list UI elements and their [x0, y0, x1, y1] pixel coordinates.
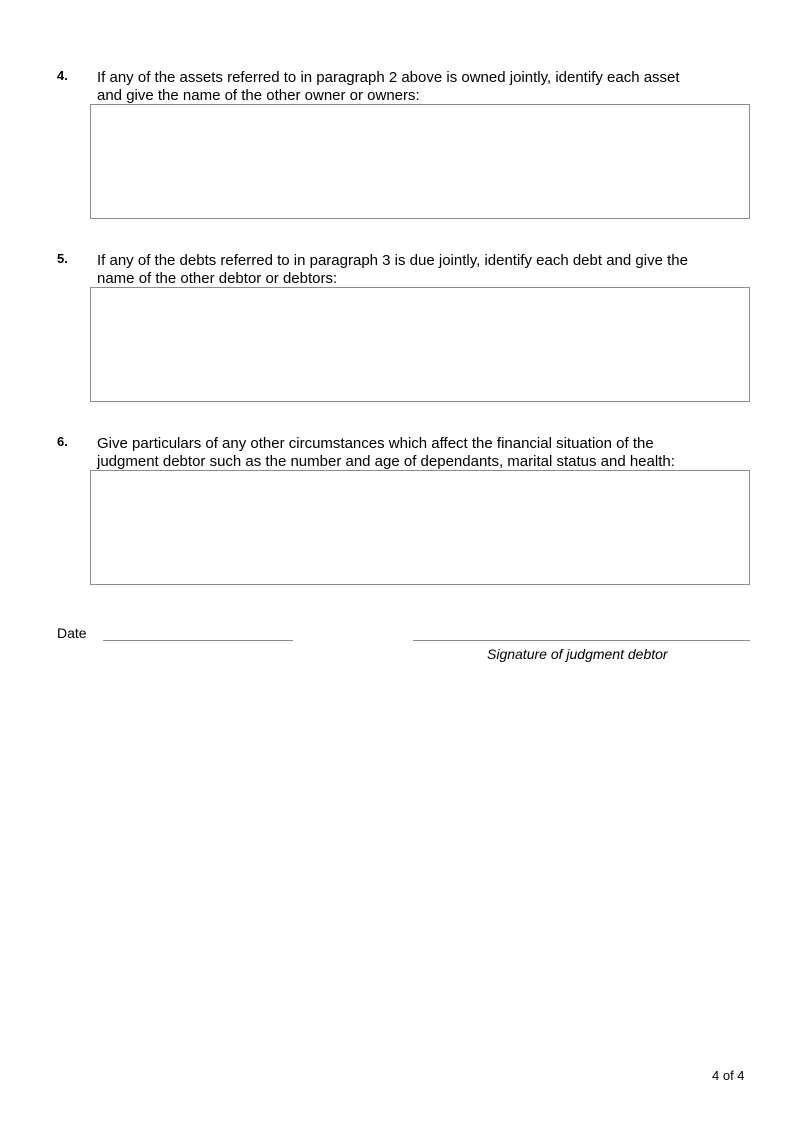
item-6-question-line-2: judgment debtor such as the number and age of dependants, marital status and health: [97, 453, 675, 470]
date-field[interactable] [103, 640, 293, 641]
item-5-question-line-2: name of the other debtor or debtors: [97, 270, 338, 287]
item-5-question [97, 252, 757, 288]
item-5-question-line-1: If any of the debts referred to in paragraph 3 is due jointly, identify each debt and give the [97, 252, 688, 269]
item-4-question-line-1: If any of the assets referred to in paragraph 2 above is owned jointly, identify each asset [97, 69, 680, 86]
item-5-answer-box[interactable] [90, 287, 750, 402]
signature-field[interactable] [413, 640, 750, 641]
item-6-answer-box[interactable] [90, 470, 750, 585]
item-6-question-line-1: Give particulars of any other circumstances which affect the financial situation of the [97, 435, 654, 452]
item-4-answer-box[interactable] [90, 104, 750, 219]
item-5-number: 5. [57, 251, 68, 266]
item-4-question [97, 69, 757, 105]
item-6-question [97, 435, 757, 471]
item-4-question-line-2: and give the name of the other owner or owners: [97, 87, 420, 104]
page-number: 4 of 4 [712, 1068, 745, 1083]
date-label: Date [57, 625, 87, 641]
signature-caption: Signature of judgment debtor [487, 646, 668, 662]
item-4-number: 4. [57, 68, 68, 83]
item-6-number: 6. [57, 434, 68, 449]
